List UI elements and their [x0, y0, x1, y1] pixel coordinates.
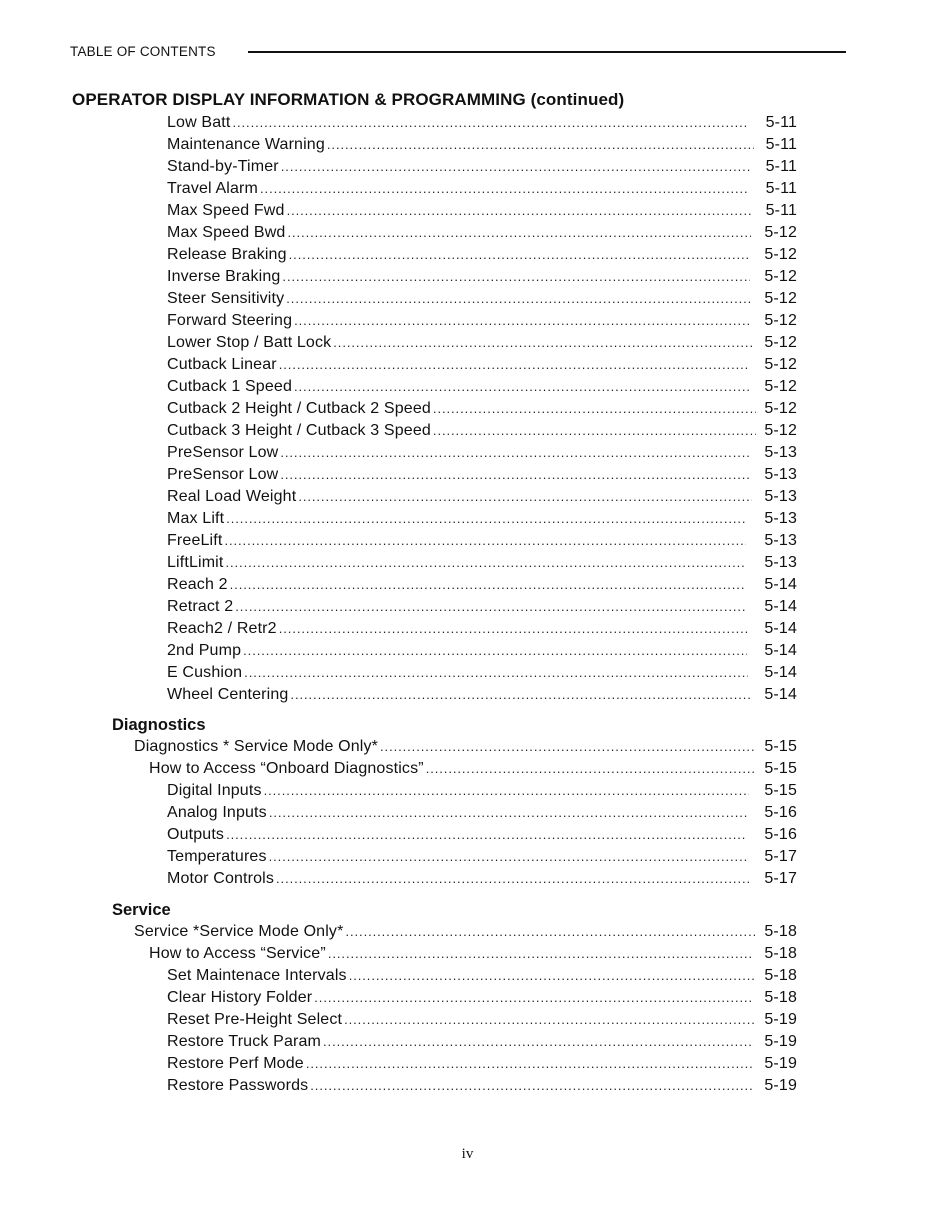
dot-leader: [349, 965, 756, 987]
toc-entry-page: 5-12: [764, 290, 797, 307]
toc-entry-page: 5-19: [764, 1077, 797, 1094]
toc-entry-label: Cutback 2 Height / Cutback 2 Speed: [167, 400, 431, 417]
diagnostics-heading: Diagnostics: [112, 716, 206, 734]
toc-entry[interactable]: [0, 846, 935, 868]
toc-entry-page: 5-18: [764, 967, 797, 984]
dot-leader: [433, 398, 756, 420]
toc-entry-label: Cutback 1 Speed: [167, 378, 292, 395]
toc-entry-label: Clear History Folder: [167, 989, 313, 1006]
toc-entry-label: PreSensor Low: [167, 444, 279, 461]
dot-leader: [287, 200, 751, 222]
toc-entry-label: Stand-by-Timer: [167, 158, 279, 175]
toc-entry-label: Temperatures: [167, 848, 267, 865]
toc-entry[interactable]: [0, 965, 935, 987]
running-header: [70, 42, 846, 62]
toc-entry-page: 5-15: [764, 738, 797, 755]
dot-leader: [345, 921, 755, 943]
dot-leader: [280, 442, 750, 464]
dot-leader: [260, 178, 749, 200]
toc-entry[interactable]: [0, 332, 935, 354]
dot-leader: [314, 987, 753, 1009]
toc-entry[interactable]: [0, 758, 935, 780]
toc-entry-page: 5-11: [765, 158, 797, 175]
toc-entry-label: Motor Controls: [167, 870, 275, 887]
dot-leader: [235, 596, 747, 618]
toc-entry-page: 5-16: [764, 804, 797, 821]
dot-leader: [327, 134, 754, 156]
toc-entry-page: 5-19: [764, 1033, 797, 1050]
dot-leader: [264, 780, 749, 802]
dot-leader: [230, 574, 747, 596]
toc-entry-label: Restore Perf Mode: [167, 1055, 304, 1072]
toc-entry-page: 5-13: [764, 554, 797, 571]
dot-leader: [323, 1031, 754, 1053]
toc-entry[interactable]: [0, 156, 935, 178]
toc-entry-label: Reach 2: [167, 576, 228, 593]
toc-entry-label: PreSensor Low: [167, 466, 279, 483]
toc-entry-label: Cutback 3 Height / Cutback 3 Speed: [167, 422, 431, 439]
toc-entry[interactable]: [0, 824, 935, 846]
toc-entry-page: 5-11: [765, 202, 797, 219]
toc-entry[interactable]: [0, 780, 935, 802]
toc-entry-page: 5-13: [764, 466, 797, 483]
dot-leader: [310, 1075, 752, 1097]
dot-leader: [433, 420, 756, 442]
toc-entry[interactable]: [0, 486, 935, 508]
toc-entry[interactable]: [0, 987, 935, 1009]
toc-entry-page: 5-11: [765, 136, 797, 153]
toc-entry-page: 5-11: [765, 180, 797, 197]
toc-entry-page: 5-13: [764, 532, 797, 549]
dot-leader: [289, 244, 751, 266]
toc-entry-label: Set Maintenace Intervals: [167, 967, 347, 984]
toc-entry[interactable]: [0, 288, 935, 310]
toc-entry-label: Maintenance Warning: [167, 136, 325, 153]
dot-leader: [269, 802, 750, 824]
toc-entry-page: 5-17: [764, 870, 797, 887]
toc-entry-label: How to Access “Onboard Diagnostics”: [149, 760, 424, 777]
page-number: iv: [461, 1146, 474, 1162]
toc-entry-label: Max Speed Fwd: [167, 202, 285, 219]
toc-entry-page: 5-12: [764, 268, 797, 285]
toc-entry-page: 5-13: [764, 510, 797, 527]
dot-leader: [290, 684, 751, 706]
toc-entry[interactable]: [0, 1075, 935, 1097]
dot-leader: [244, 662, 747, 684]
dot-leader: [287, 222, 750, 244]
dot-leader: [226, 508, 746, 530]
toc-entry[interactable]: [0, 530, 935, 552]
toc-entry[interactable]: [0, 442, 935, 464]
toc-entry-page: 5-14: [764, 664, 797, 681]
toc-entry-page: 5-19: [764, 1055, 797, 1072]
toc-entry[interactable]: [0, 420, 935, 442]
toc-entry[interactable]: [0, 376, 935, 398]
dot-leader: [224, 530, 746, 552]
dot-leader: [333, 332, 754, 354]
toc-entry-label: Steer Sensitivity: [167, 290, 285, 307]
dot-leader: [298, 486, 751, 508]
toc-entry-page: 5-12: [764, 312, 797, 329]
toc-entry[interactable]: [0, 1053, 935, 1075]
toc-entry[interactable]: [0, 112, 935, 134]
toc-entry[interactable]: [0, 134, 935, 156]
toc-entry[interactable]: [0, 552, 935, 574]
service-toc-list: [0, 921, 935, 1097]
dot-leader: [276, 868, 750, 890]
toc-entry-label: Analog Inputs: [167, 804, 267, 821]
dot-leader: [269, 846, 750, 868]
toc-entry[interactable]: [0, 398, 935, 420]
toc-entry-label: Cutback Linear: [167, 356, 277, 373]
dot-leader: [281, 156, 751, 178]
dot-leader: [279, 618, 750, 640]
toc-entry-label: Reach2 / Retr2: [167, 620, 277, 637]
toc-entry[interactable]: [0, 178, 935, 200]
dot-leader: [328, 943, 754, 965]
toc-entry-page: 5-16: [764, 826, 797, 843]
toc-entry-page: 5-12: [764, 378, 797, 395]
dot-leader: [232, 112, 746, 134]
toc-entry-page: 5-18: [764, 945, 797, 962]
dot-leader: [426, 758, 757, 780]
dot-leader: [279, 354, 750, 376]
toc-entry[interactable]: [0, 354, 935, 376]
toc-entry-label: Diagnostics * Service Mode Only*: [134, 738, 379, 755]
toc-entry-label: Low Batt: [167, 114, 231, 131]
toc-entry[interactable]: [0, 662, 935, 684]
toc-entry-label: Lower Stop / Batt Lock: [167, 334, 332, 351]
toc-entry-label: Restore Passwords: [167, 1077, 309, 1094]
dot-leader: [225, 552, 746, 574]
dot-leader: [344, 1009, 755, 1031]
toc-entry[interactable]: [0, 921, 935, 943]
toc-entry-page: 5-14: [764, 686, 797, 703]
diagnostics-toc-list: [0, 736, 935, 890]
toc-entry-label: Travel Alarm: [167, 180, 259, 197]
toc-entry-page: 5-15: [764, 760, 797, 777]
dot-leader: [243, 640, 747, 662]
toc-entry[interactable]: [0, 1031, 935, 1053]
toc-entry-page: 5-12: [764, 422, 797, 439]
dot-leader: [294, 310, 751, 332]
toc-entry[interactable]: [0, 464, 935, 486]
operator-toc-list: [0, 112, 935, 706]
dot-leader: [306, 1053, 752, 1075]
toc-entry-page: 5-18: [764, 989, 797, 1006]
toc-entry-page: 5-14: [764, 576, 797, 593]
toc-entry[interactable]: [0, 640, 935, 662]
toc-entry-label: Max Lift: [167, 510, 225, 527]
dot-leader: [380, 736, 756, 758]
toc-entry[interactable]: [0, 200, 935, 222]
toc-entry-page: 5-12: [764, 400, 797, 417]
toc-entry[interactable]: [0, 1009, 935, 1031]
toc-entry-page: 5-12: [764, 246, 797, 263]
dot-leader: [282, 266, 750, 288]
toc-entry-label: Retract 2: [167, 598, 234, 615]
toc-entry-page: 5-15: [764, 782, 797, 799]
toc-entry-label: Digital Inputs: [167, 782, 262, 799]
toc-entry[interactable]: [0, 618, 935, 640]
dot-leader: [280, 464, 750, 486]
toc-entry-page: 5-14: [764, 620, 797, 637]
toc-entry-page: 5-12: [764, 334, 797, 351]
toc-entry-page: 5-19: [764, 1011, 797, 1028]
toc-entry-page: 5-18: [764, 923, 797, 940]
dot-leader: [226, 824, 746, 846]
toc-entry-page: 5-14: [764, 642, 797, 659]
toc-entry-page: 5-12: [764, 224, 797, 241]
toc-entry-label: FreeLift: [167, 532, 223, 549]
toc-entry[interactable]: [0, 574, 935, 596]
toc-entry-page: 5-11: [765, 114, 797, 131]
toc-entry-page: 5-13: [764, 444, 797, 461]
toc-entry-page: 5-13: [764, 488, 797, 505]
toc-entry[interactable]: [0, 736, 935, 758]
section-title: OPERATOR DISPLAY INFORMATION & PROGRAMMING (continued): [72, 90, 625, 109]
toc-entry-page: 5-17: [764, 848, 797, 865]
toc-entry-label: Real Load Weight: [167, 488, 297, 505]
toc-entry[interactable]: [0, 222, 935, 244]
header-rule: [248, 51, 846, 53]
header-label: TABLE OF CONTENTS: [70, 44, 216, 59]
service-heading: Service: [112, 901, 171, 919]
toc-entry-page: 5-14: [764, 598, 797, 615]
toc-entry-label: Outputs: [167, 826, 225, 843]
toc-entry-label: Forward Steering: [167, 312, 293, 329]
toc-entry[interactable]: [0, 802, 935, 824]
toc-entry[interactable]: [0, 596, 935, 618]
toc-entry-label: Reset Pre-Height Select: [167, 1011, 343, 1028]
toc-entry[interactable]: [0, 244, 935, 266]
toc-entry-label: Restore Truck Param: [167, 1033, 322, 1050]
toc-entry-label: 2nd Pump: [167, 642, 242, 659]
toc-entry[interactable]: [0, 310, 935, 332]
toc-entry[interactable]: [0, 943, 935, 965]
toc-entry-label: LiftLimit: [167, 554, 224, 571]
dot-leader: [286, 288, 750, 310]
toc-entry-label: Service *Service Mode Only*: [134, 923, 344, 940]
toc-entry-label: How to Access “Service”: [149, 945, 326, 962]
toc-entry[interactable]: [0, 684, 935, 706]
toc-entry[interactable]: [0, 868, 935, 890]
toc-entry-page: 5-12: [764, 356, 797, 373]
toc-entry[interactable]: [0, 266, 935, 288]
toc-entry-label: Wheel Centering: [167, 686, 289, 703]
toc-entry-label: E Cushion: [167, 664, 243, 681]
toc-entry-label: Release Braking: [167, 246, 287, 263]
toc-entry-label: Max Speed Bwd: [167, 224, 286, 241]
toc-entry[interactable]: [0, 508, 935, 530]
dot-leader: [294, 376, 751, 398]
toc-entry-label: Inverse Braking: [167, 268, 281, 285]
